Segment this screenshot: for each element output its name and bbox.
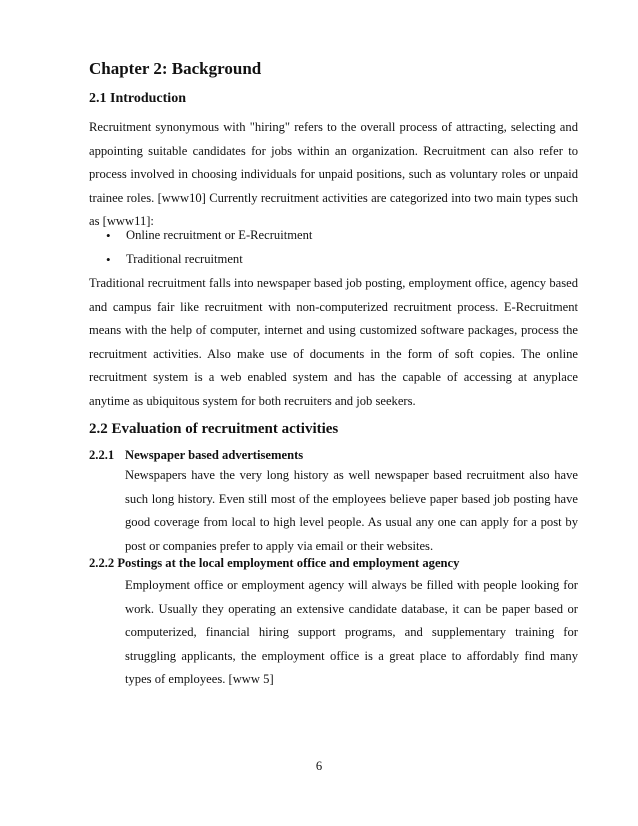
chapter-title: Chapter 2: Background (89, 59, 262, 78)
bullet-icon: • (106, 228, 111, 243)
subsection-title: Newspaper based advertisements (125, 448, 304, 462)
recruitment-types-list (104, 224, 544, 271)
subsection-number: 2.2.1 (89, 448, 115, 462)
section-heading-introduction: 2.1 Introduction (89, 91, 186, 106)
list-item (104, 248, 544, 272)
subsection-heading-newspaper (89, 446, 578, 464)
bullet-icon: • (106, 251, 111, 267)
intro-paragraph-2: Traditional recruitment falls into newspaper based job posting, employment office, agency based and campus fair like recruitment with non-computerized recruitment process. E-Recruitment means with the help of computer, internet and using customized software packages, process the recruitment activities. Also make use of documents in the form of soft copies. The online recruitment system is a web enabled system and has the capable of accessing at anyplace anytime as ubiquitous system for both recruiters and job seekers. (89, 276, 578, 408)
employment-office-paragraph: Employment office or employment agency will always be filled with people looking for work. Usually they operating an extensive candidate database, it can be paper based or computerized, financial hiring support programs, and supplementary training for struggling applicants, the employment office is a great place to affordably find many types of employees. [www 5] (125, 578, 578, 687)
subsection-heading-employment-office: 2.2.2 Postings at the local employment office and employment agency (89, 556, 460, 570)
intro-paragraph-1: Recruitment synonymous with "hiring" refers to the overall process of attracting, selecting and appointing suitable candidates for jobs within an organization. Recruitment can also refer to process involved in choosing individuals for unpaid positions, such as voluntary roles or unpaid trainee roles. [www10] Currently recruitment activities are categorized into two main types such as [www11]: (89, 120, 578, 229)
newspaper-paragraph: Newspapers have the very long history as well newspaper based recruitment also have such long history. Even still most of the employees believe paper based job posting have good coverage from local to high level people. As usual any one can apply for a post by post or companies prefer to apply via email or their websites. (125, 468, 578, 553)
page-number: 6 (315, 759, 323, 773)
list-item-text: Online recruitment or E-Recruitment (126, 228, 313, 242)
section-heading-evaluation: 2.2 Evaluation of recruitment activities (89, 421, 339, 437)
list-item-text: Traditional recruitment (126, 251, 243, 266)
list-item (104, 224, 544, 248)
